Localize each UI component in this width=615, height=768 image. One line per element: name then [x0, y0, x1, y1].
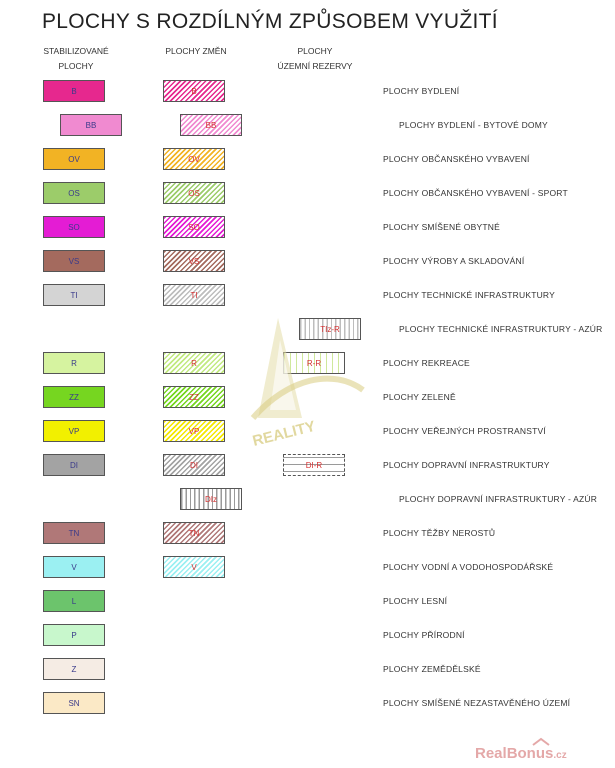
swatch-code: L	[71, 596, 77, 606]
swatch-code: TI	[190, 290, 198, 300]
swatch-change	[163, 182, 225, 204]
swatch-code: R-R	[306, 358, 322, 368]
legend-label: PLOCHY TĚŽBY NEROSTŮ	[383, 528, 496, 538]
swatch-stab	[43, 352, 105, 374]
swatch-code: V	[71, 562, 77, 572]
swatch-stab	[43, 420, 105, 442]
legend-label: PLOCHY TECHNICKÉ INFRASTRUKTURY - AZÚR	[399, 324, 603, 334]
swatch-change	[163, 522, 225, 544]
swatch-code: B	[71, 86, 77, 96]
swatch-code: P	[71, 630, 77, 640]
swatch-code: VS	[68, 256, 80, 266]
legend-label: PLOCHY DOPRAVNÍ INFRASTRUKTURY	[383, 460, 550, 470]
swatch-stab	[43, 624, 105, 646]
legend-label: PLOCHY ZELENĚ	[383, 392, 456, 402]
swatch-code: VP	[188, 426, 200, 436]
footer-brand-bonus: Bonus	[506, 745, 554, 762]
footer-brand-suffix: .cz	[553, 750, 567, 761]
swatch-code: TIz-R	[320, 324, 340, 334]
legend-label: PLOCHY ZEMĚDĚLSKÉ	[383, 664, 481, 674]
swatch-code: SN	[68, 698, 80, 708]
swatch-change	[163, 352, 225, 374]
swatch-change	[163, 420, 225, 442]
legend-label: PLOCHY SMÍŠENÉ OBYTNÉ	[383, 222, 500, 232]
swatch-stab	[43, 522, 105, 544]
legend-label: PLOCHY OBČANSKÉHO VYBAVENÍ	[383, 154, 530, 164]
column-header-line: PLOCHY	[297, 46, 333, 56]
legend-label: PLOCHY REKREACE	[383, 358, 470, 368]
swatch-code: BB	[205, 120, 217, 130]
swatch-code: TN	[188, 528, 200, 538]
swatch-code: BB	[85, 120, 97, 130]
swatch-stab	[60, 114, 122, 136]
swatch-code: R	[71, 358, 77, 368]
swatch-code: VP	[68, 426, 80, 436]
swatch-code: DI-R	[305, 460, 323, 470]
swatch-code: ZZ	[69, 392, 79, 402]
swatch-stab	[43, 556, 105, 578]
legend-label: PLOCHY VODNÍ A VODOHOSPODÁŘSKÉ	[383, 562, 554, 572]
footer-house-icon	[475, 736, 605, 762]
swatch-change	[180, 114, 242, 136]
swatch-stab	[43, 454, 105, 476]
legend-label: PLOCHY TECHNICKÉ INFRASTRUKTURY	[383, 290, 555, 300]
swatch-code: R	[191, 358, 197, 368]
swatch-reserve	[299, 318, 361, 340]
swatch-code: OV	[68, 154, 80, 164]
legend-label: PLOCHY VÝROBY A SKLADOVÁNÍ	[383, 256, 525, 266]
watermark-swoosh	[253, 379, 363, 418]
swatch-reserve	[283, 352, 345, 374]
page-title: PLOCHY S ROZDÍLNÝM ZPŮSOBEM VYUŽITÍ	[42, 10, 498, 33]
swatch-code: DIz	[205, 494, 217, 504]
swatch-code: DI	[70, 460, 78, 470]
legend-label: PLOCHY DOPRAVNÍ INFRASTRUKTURY - AZÚR	[399, 494, 598, 504]
swatch-stab	[43, 250, 105, 272]
swatch-change	[163, 216, 225, 238]
swatch-change	[163, 386, 225, 408]
legend-label: PLOCHY BYDLENÍ - BYTOVÉ DOMY	[399, 120, 548, 130]
swatch-code: DI	[190, 460, 198, 470]
column-header-stabilized	[36, 44, 116, 74]
footer-brand-real: Real	[475, 745, 507, 762]
swatch-stab	[43, 80, 105, 102]
swatch-code: VS	[188, 256, 200, 266]
swatch-stab	[43, 658, 105, 680]
swatch-code: SO	[188, 222, 200, 232]
footer-brand-logo	[475, 736, 605, 762]
column-header-reserve	[270, 44, 360, 74]
swatch-code: V	[191, 562, 197, 572]
swatch-stab	[43, 216, 105, 238]
swatch-stab	[43, 284, 105, 306]
svg-text:RealBonus.cz	[475, 745, 567, 762]
swatch-change	[180, 488, 242, 510]
swatch-code: SO	[68, 222, 80, 232]
swatch-code: B	[191, 86, 197, 96]
swatch-reserve	[283, 454, 345, 476]
swatch-stab	[43, 148, 105, 170]
watermark-text: REALITY	[250, 417, 318, 450]
swatch-change	[163, 148, 225, 170]
swatch-stab	[43, 692, 105, 714]
swatch-stab	[43, 590, 105, 612]
swatch-change	[163, 250, 225, 272]
watermark-triangle-inner	[270, 340, 296, 410]
legend-label: PLOCHY SMÍŠENÉ NEZASTAVĚNÉHO ÚZEMÍ	[383, 698, 571, 708]
swatch-stab	[43, 386, 105, 408]
swatch-code: OS	[188, 188, 200, 198]
swatch-code: TI	[70, 290, 78, 300]
column-header-line: PLOCHY	[58, 61, 94, 71]
swatch-change	[163, 284, 225, 306]
legend-label: PLOCHY OBČANSKÉHO VYBAVENÍ - SPORT	[383, 188, 568, 198]
swatch-code: TN	[68, 528, 80, 538]
swatch-code: OS	[68, 188, 80, 198]
swatch-code: ZZ	[189, 392, 199, 402]
swatch-code: OV	[188, 154, 200, 164]
legend-label: PLOCHY VEŘEJNÝCH PROSTRANSTVÍ	[383, 426, 546, 436]
swatch-change	[163, 454, 225, 476]
legend-label: PLOCHY PŘÍRODNÍ	[383, 630, 465, 640]
column-header-change	[156, 44, 236, 59]
swatch-code: Z	[71, 664, 77, 674]
column-header-line: ÚZEMNÍ REZERVY	[277, 61, 353, 71]
legend-label: PLOCHY BYDLENÍ	[383, 86, 460, 96]
column-header-line: PLOCHY ZMĚN	[165, 46, 227, 56]
legend-label: PLOCHY LESNÍ	[383, 596, 448, 606]
swatch-stab	[43, 182, 105, 204]
swatch-change	[163, 556, 225, 578]
column-header-line: STABILIZOVANÉ	[43, 46, 109, 56]
swatch-change	[163, 80, 225, 102]
